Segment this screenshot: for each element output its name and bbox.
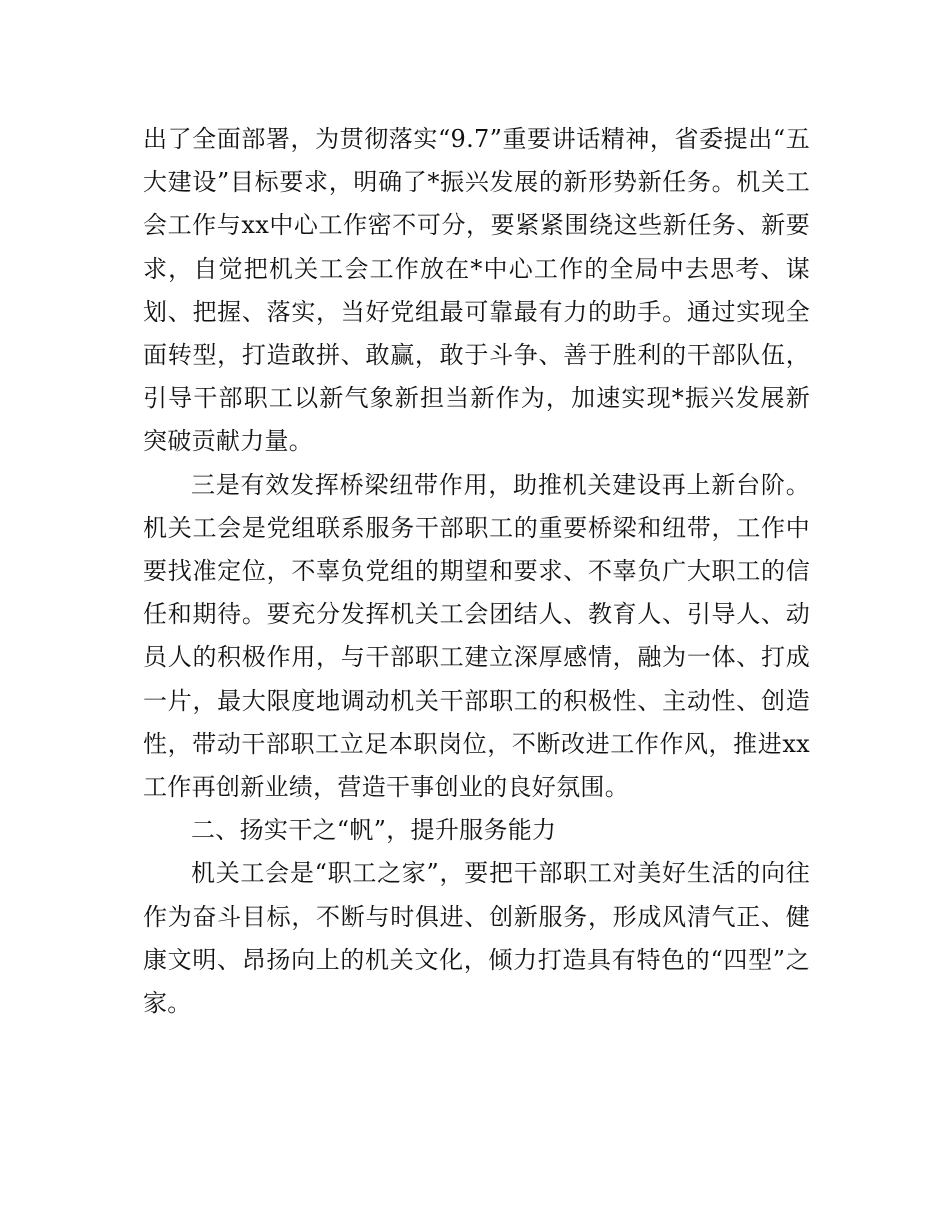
- section-heading: 二、扬实干之“帆”，提升服务能力: [191, 816, 557, 845]
- paragraph-bridge-role: 三是有效发挥桥梁纽带作用，助推机关建设再上新台阶。机关工会是党组联系服务干部职工的重要桥梁和纽带，工作中要找准定位，不辜负党组的期望和要求、不辜负广大职工的信任和期待。要充分发挥机关工会团结人、教育人、引导人、动员人的积极作用，与干部职工建立深厚感情，融为一体、打成一片，最大限度地调动机关干部职工的积极性、主动性、创造性，带动干部职工立足本职岗位，不断改进工作作风，推进xx工作再创新业绩，营造干事创业的良好氛围。: [143, 470, 810, 802]
- paragraph-workers-home: 机关工会是“职工之家”，要把干部职工对美好生活的向往作为奋斗目标，不断与时俱进、创新服务，形成风清气正、健康文明、昂扬向上的机关文化，倾力打造具有特色的“四型”之家。: [143, 859, 810, 1018]
- paragraph-continuation: 出了全面部署，为贯彻落实“9.7”重要讲话精神，省委提出“五大建设”目标要求，明确了*振兴发展的新形势新任务。机关工会工作与xx中心工作密不可分，要紧紧围绕这些新任务、新要求，自觉把机关工会工作放在*中心工作的全局中去思考、谋划、把握、落实，当好党组最可靠最有力的助手。通过实现全面转型，打造敢拼、敢赢，敢于斗争、善于胜利的干部队伍，引导干部职工以新气象新担当新作为，加速实现*振兴发展新突破贡献力量。: [143, 125, 810, 456]
- document-body: [143, 118, 810, 1025]
